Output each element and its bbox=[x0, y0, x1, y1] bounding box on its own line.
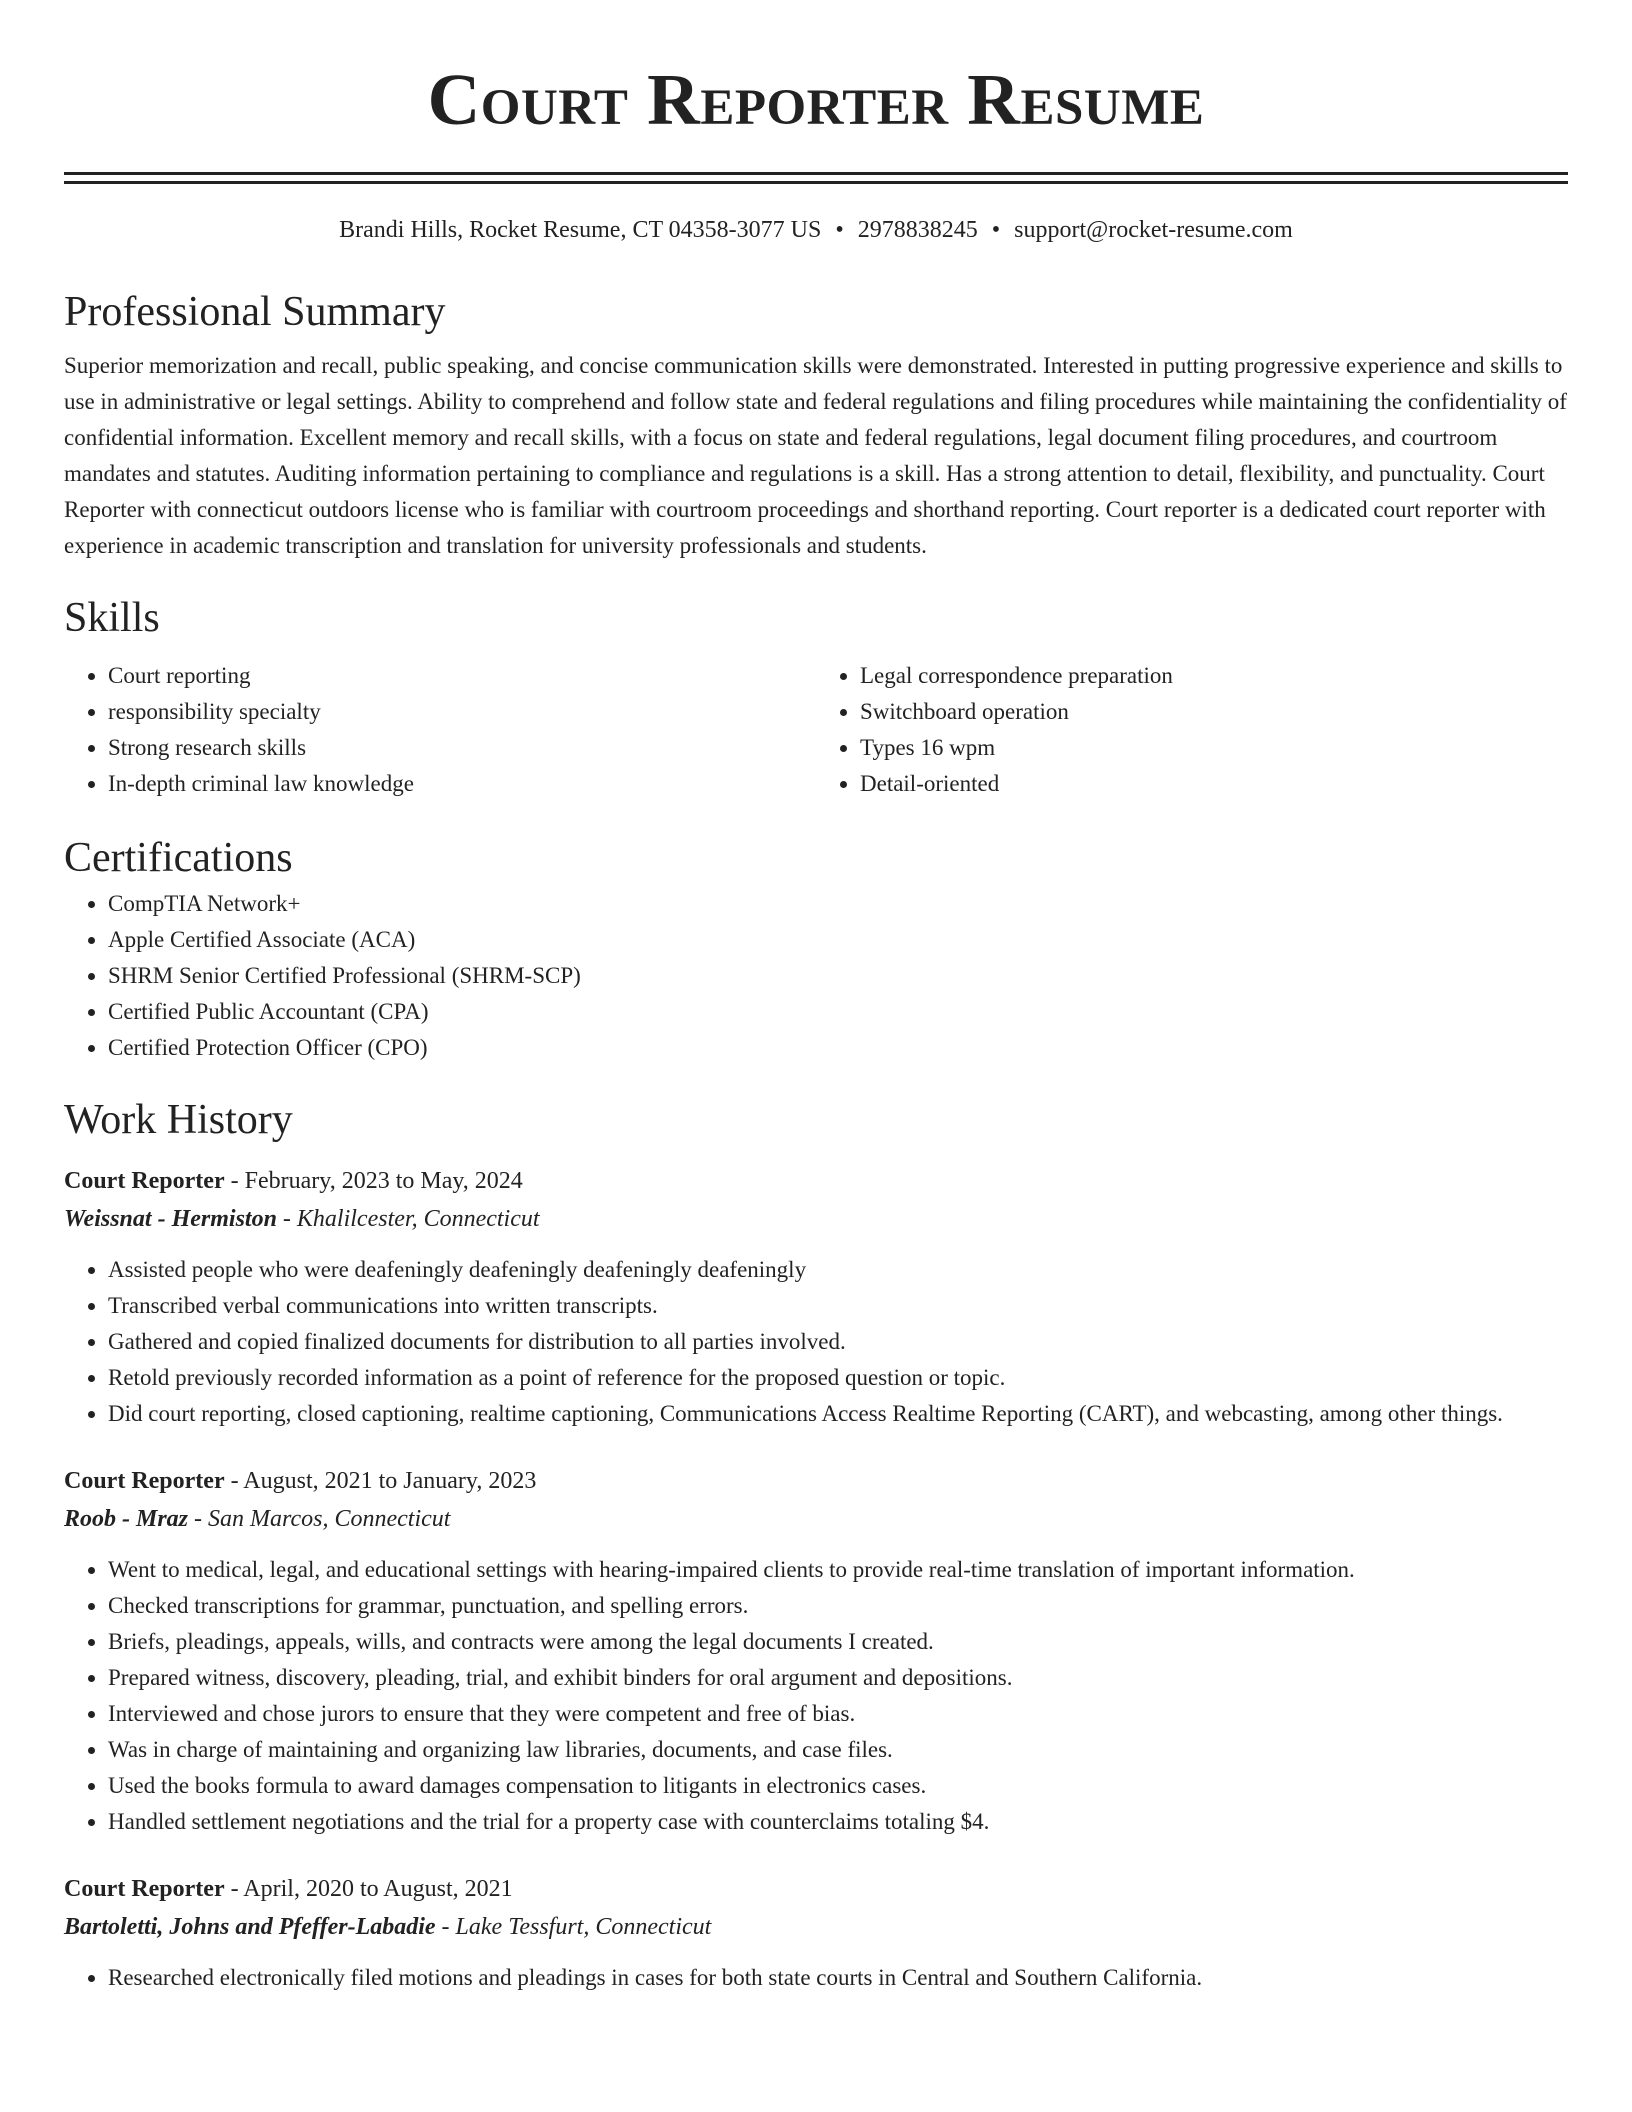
job-bullet: • Interviewed and chose jurors to ensure that they were competent and free of bias. bbox=[108, 1696, 1568, 1732]
job-bullet: • Did court reporting, closed captioning, realtime captioning, Communications Access Realtime Reporting (CART), and webcasting, among other things. bbox=[108, 1396, 1568, 1432]
job-bullet: • Briefs, pleadings, appeals, wills, and contracts were among the legal documents I created. bbox=[108, 1624, 1568, 1660]
contact-email: support@rocket-resume.com bbox=[1014, 217, 1293, 243]
job-location: Khalilcester, Connecticut bbox=[296, 1206, 540, 1232]
skill-item: • Detail-oriented bbox=[860, 766, 1568, 802]
job-title: Court Reporter bbox=[64, 1876, 225, 1902]
job-bullets bbox=[64, 1252, 1568, 1432]
job-bullet: • Retold previously recorded information as a point of reference for the proposed question or topic. bbox=[108, 1360, 1568, 1396]
job-title: Court Reporter bbox=[64, 1168, 225, 1194]
skill-item: • Legal correspondence preparation bbox=[860, 658, 1568, 694]
job-dates: April, 2020 to August, 2021 bbox=[243, 1876, 513, 1902]
title-divider-top bbox=[64, 172, 1568, 175]
certifications-list bbox=[64, 886, 1568, 1066]
job-company-line bbox=[64, 1200, 1568, 1238]
summary-text: Superior memorization and recall, public speaking, and concise communication skills were demonstrated. Interested in putting progressive experience and skills to use in administrative or legal settings. Ability to comprehend and follow state and federal regulations and filing procedures while maintaining the confidentiality of confidential information. Excellent memory and recall skills, with a focus on state and federal regulations, legal document filing procedures, and courtroom mandates and statutes. Auditing information pertaining to compliance and regulations is a skill. Has a strong attention to detail, flexibility, and punctuality. Court Reporter with connecticut outdoors license who is familiar with courtroom proceedings and shorthand reporting. Court reporter is a dedicated court reporter with experience in academic transcription and translation for university professionals and students. bbox=[64, 353, 1567, 558]
job-title-line bbox=[64, 1162, 1568, 1200]
job-entry bbox=[64, 1462, 1568, 1840]
job-company-line bbox=[64, 1908, 1568, 1946]
work-history-heading: Work History bbox=[64, 1097, 293, 1143]
job-dash: - bbox=[188, 1506, 209, 1532]
page-title: Court Reporter Resume bbox=[427, 59, 1205, 140]
job-bullet: • Assisted people who were deafeningly deafeningly deafeningly deafeningly bbox=[108, 1252, 1568, 1288]
job-bullet: • Went to medical, legal, and educational settings with hearing-impaired clients to provide real-time translation of important information. bbox=[108, 1552, 1568, 1588]
job-bullet: • Researched electronically filed motions and pleadings in cases for both state courts in Central and Southern California. bbox=[108, 1960, 1568, 1996]
skills-heading: Skills bbox=[64, 595, 160, 641]
job-company: Roob - Mraz bbox=[64, 1506, 189, 1532]
contact-address: Brandi Hills, Rocket Resume, CT 04358-3077 US bbox=[339, 217, 822, 243]
skills-list bbox=[64, 658, 1568, 802]
job-dates: February, 2023 to May, 2024 bbox=[244, 1168, 523, 1194]
summary-heading: Professional Summary bbox=[64, 289, 446, 335]
job-bullet: • Used the books formula to award damages compensation to litigants in electronics cases. bbox=[108, 1768, 1568, 1804]
job-bullet: • Handled settlement negotiations and the trial for a property case with counterclaims totaling $4. bbox=[108, 1804, 1568, 1840]
job-company-line bbox=[64, 1500, 1568, 1538]
skill-item: • Court reporting bbox=[108, 658, 816, 694]
job-entry bbox=[64, 1162, 1568, 1432]
contact-line bbox=[64, 212, 1568, 248]
job-dash: - bbox=[276, 1206, 297, 1232]
certification-item: • SHRM Senior Certified Professional (SHRM-SCP) bbox=[108, 958, 1568, 994]
job-entry bbox=[64, 1870, 1568, 1996]
job-dash: - bbox=[224, 1168, 245, 1194]
skills-column-right bbox=[816, 658, 1568, 802]
job-company: Weissnat - Hermiston bbox=[64, 1206, 277, 1232]
job-company: Bartoletti, Johns and Pfeffer-Labadie bbox=[64, 1914, 436, 1940]
job-location: Lake Tessfurt, Connecticut bbox=[455, 1914, 712, 1940]
skill-item: • Types 16 wpm bbox=[860, 730, 1568, 766]
contact-phone: 2978838245 bbox=[857, 217, 978, 243]
job-bullet: • Was in charge of maintaining and organizing law libraries, documents, and case files. bbox=[108, 1732, 1568, 1768]
skill-item: • In-depth criminal law knowledge bbox=[108, 766, 816, 802]
skill-item: • Strong research skills bbox=[108, 730, 816, 766]
job-bullet: • Checked transcriptions for grammar, punctuation, and spelling errors. bbox=[108, 1588, 1568, 1624]
certification-item: • Apple Certified Associate (ACA) bbox=[108, 922, 1568, 958]
skills-column-left bbox=[64, 658, 816, 802]
job-dash: - bbox=[224, 1876, 244, 1902]
skill-item: • Switchboard operation bbox=[860, 694, 1568, 730]
job-bullet: • Gathered and copied finalized documents for distribution to all parties involved. bbox=[108, 1324, 1568, 1360]
job-dash: - bbox=[435, 1914, 456, 1940]
certification-item: • Certified Public Accountant (CPA) bbox=[108, 994, 1568, 1030]
job-title-line bbox=[64, 1870, 1568, 1908]
contact-separator: • bbox=[991, 217, 1001, 243]
certification-item: • CompTIA Network+ bbox=[108, 886, 1568, 922]
title-divider-bottom bbox=[64, 181, 1568, 184]
contact-separator: • bbox=[835, 217, 844, 243]
job-bullet: • Prepared witness, discovery, pleading, trial, and exhibit binders for oral argument and depositions. bbox=[108, 1660, 1568, 1696]
job-bullets bbox=[64, 1960, 1568, 1996]
job-dates: August, 2021 to January, 2023 bbox=[243, 1468, 537, 1494]
certification-item: • Certified Protection Officer (CPO) bbox=[108, 1030, 1568, 1066]
certifications-heading: Certifications bbox=[64, 835, 293, 881]
job-title-line bbox=[64, 1462, 1568, 1500]
job-title: Court Reporter bbox=[64, 1468, 225, 1494]
job-dash: - bbox=[224, 1468, 244, 1494]
job-bullet: • Transcribed verbal communications into written transcripts. bbox=[108, 1288, 1568, 1324]
skill-item: • responsibility specialty bbox=[108, 694, 816, 730]
job-location: San Marcos, Connecticut bbox=[208, 1506, 451, 1532]
job-bullets bbox=[64, 1552, 1568, 1840]
